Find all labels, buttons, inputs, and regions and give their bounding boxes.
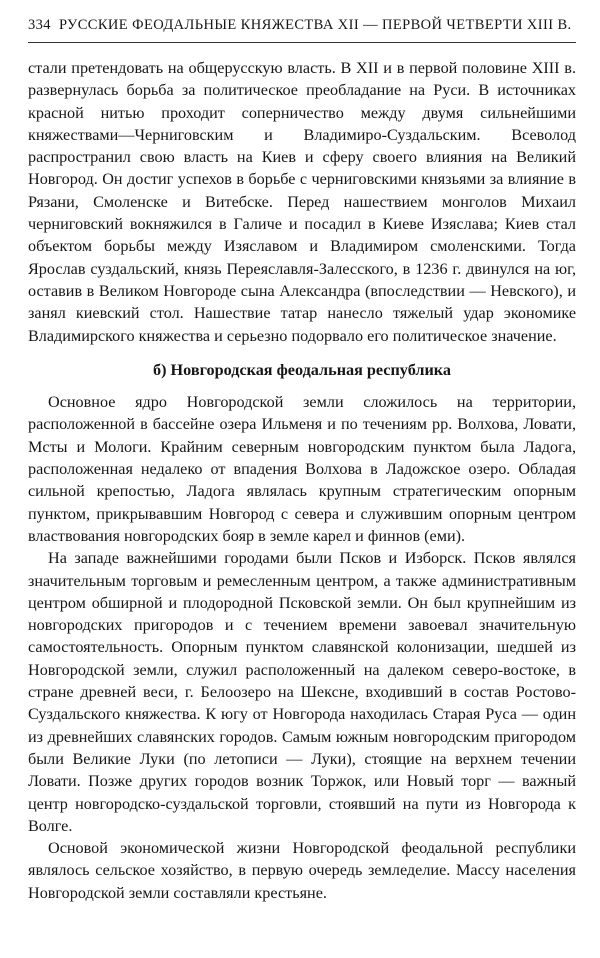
page-number: 334 bbox=[28, 17, 51, 33]
running-header bbox=[28, 14, 576, 43]
book-page bbox=[28, 14, 576, 904]
paragraph-continued: стали претендовать на общерусскую власть. В XII и в первой половине XIII в. развернулась борьба за политическое преобладание на Руси. В источниках красной нитью проходит соперничество между двумя сильнейшими княжествами—Черниговским и Владимиро-Суздальским. Всеволод распространил свою власть на Киев и сферу своего влияния на Великий Новгород. Он достиг успехов в борьбе с черниговскими князьями за влияние в Рязани, Смоленске и Витебске. Перед нашествием монголов Михаил черниговский вокняжился в Галиче и посадил в Киеве Изяслава; Киев стал объектом борьбы между Изяславом и Владимиром смоленскими. Тогда Ярослав суздальский, князь Переяславля-Залесского, в 1236 г. двинулся на юг, оставив в Великом Новгороде сына Александра (впоследствии — Невского), и занял киевский стол. Нашествие татар нанесло тяжелый удар экономике Владимирского княжества и серьезно подорвало его политическое значение. bbox=[28, 59, 576, 345]
section-heading: б) Новгородская феодальная республика bbox=[153, 360, 451, 379]
paragraph-economy: Основой экономической жизни Новгородской феодальной республики являлось сельское хозяйство, в первую очередь земледелие. Массу населения Новгородской земли составляли крестьяне. bbox=[28, 839, 576, 902]
body-text bbox=[28, 57, 576, 904]
paragraph-novgorod-core: Основное ядро Новгородской земли сложилось на территории, расположенной в бассейне озера Ильменя и по течениям рр. Волхова, Ловати, Мсты и Мологи. Крайним северным новгородским пунктом была Ладога, расположенная недалеко от впадения Волхова в Ладожское озеро. Обладая сильной крепостью, Ладога являлась крупным стратегическим опорным пунктом, прикрывавшим Новгород с севера и служившим опорным центром властвования новгородских бояр в земле карел и финнов (еми). bbox=[28, 393, 576, 545]
paragraph-western-cities: На западе важнейшими городами были Псков и Изборск. Псков являлся значительным торговым и ремесленным центром, а также административным центром обширной и плодородной Псковской земли. Он был крупнейшим из новгородских пригородов и с течением времени завоевал значительную самостоятельность. Опорным пунктом славянской колонизации, шедшей из Новгородской земли, служил расположенный на далеком северо-востоке, в стране древней веси, г. Белоозеро на Шексне, входивший в состав Ростово-Суздальского княжества. К югу от Новгорода находилась Старая Руса — один из древнейших славянских городов. Самым южным новгородским пригородом были Великие Луки (по летописи — Луки), стоящие на верхнем течении Ловати. Позже других городов возник Торжок, или Новый торг — важный центр новгородско-суздальской торговли, стоявший на пути из Новгорода к Волге. bbox=[28, 549, 576, 835]
running-title: РУССКИЕ ФЕОДАЛЬНЫЕ КНЯЖЕСТВА XII — ПЕРВОЙ ЧЕТВЕРТИ XIII В. bbox=[58, 17, 572, 33]
